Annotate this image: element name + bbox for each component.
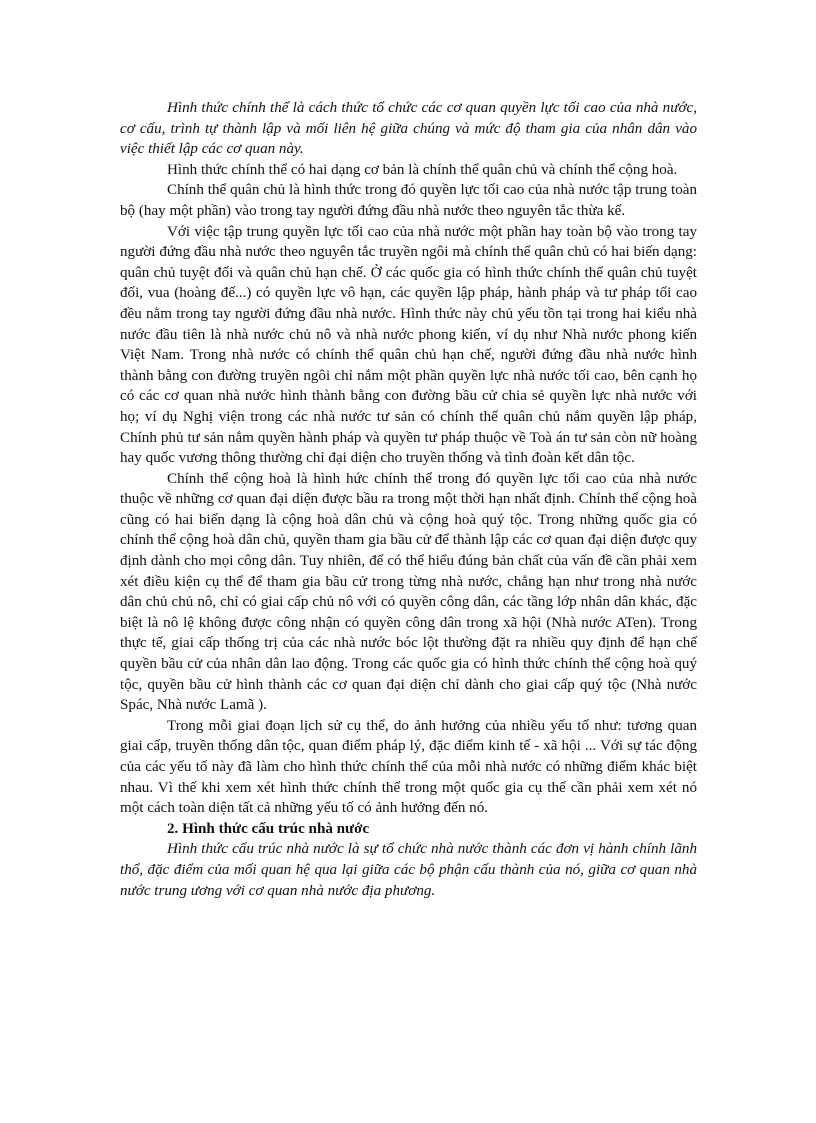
paragraph-structure-definition: Hình thức cấu trúc nhà nước là sự tổ chức nhà nước thành các đơn vị hành chính lãnh thổ, đặc điểm của mối quan hệ qua lại giữa các bộ phận cấu thành của nó, giữa cơ quan nhà nước trung ương với cơ quan nhà nước địa phương.	[120, 841, 697, 899]
paragraph-monarchy: Chính thể quân chủ là hình thức trong đó quyền lực tối cao của nhà nước tập trung toàn bộ (hay một phần) vào trong tay người đứng đầu nhà nước theo nguyên tắc thừa kế.	[120, 182, 697, 219]
paragraph-monarchy-variants: Với việc tập trung quyền lực tối cao của nhà nước một phần hay toàn bộ vào trong tay người đứng đầu nhà nước theo nguyên tắc truyền ngôi mà chính thể quân chủ có hai biến dạng: quân chủ tuyệt đối và quân chủ hạn chế. Ở các quốc gia có hình thức chính thể quân chủ tuyệt đối, vua (hoàng đế...) có quyền lực vô hạn, các quyền lập pháp, hành pháp và tư pháp tối cao đều nằm trong tay người đứng đầu nhà nước. Hình thức này chủ yếu tồn tại trong hai kiểu nhà nước đầu tiên là nhà nước chủ nô và nhà nước phong kiến, ví dụ như Nhà nước phong kiến Việt Nam. Trong nhà nước có chính thể quân chủ hạn chế, người đứng đầu nhà nước hình thành bằng con đường truyền ngôi chỉ nắm một phần quyền lực nhà nước tối cao, bên cạnh họ có các cơ quan nhà nước hình thành bằng con đường bầu cử chia sẻ quyền lực nhà nước với họ; ví dụ Nghị viện trong các nhà nước tư sản có chính thể quân chủ nắm quyền lập pháp, Chính phủ tư sản nắm quyền hành pháp và quyền tư pháp thuộc về Toà án tư sản còn nữ hoàng hay quốc vương thông thường chỉ đại diện cho truyền thống và tình đoàn kết dân tộc.	[120, 223, 697, 467]
document-page	[120, 98, 697, 901]
paragraph-definition: Hình thức chính thể là cách thức tổ chức các cơ quan quyền lực tối cao của nhà nước, cơ cấu, trình tự thành lập và mối liên hệ giữa chúng và mức độ tham gia của nhân dân vào việc thiết lập các cơ quan này.	[120, 100, 697, 158]
paragraph-two-forms: Hình thức chính thể có hai dạng cơ bản là chính thể quân chủ và chính thể cộng hoà.	[167, 161, 678, 178]
section-heading: 2. Hình thức cấu trúc nhà nước	[167, 820, 370, 837]
paragraph-republic: Chính thể cộng hoà là hình hức chính thể trong đó quyền lực tối cao của nhà nước thuộc về những cơ quan đại diện được bầu ra trong một thời hạn nhất định. Chính thể cộng hoà cũng có hai biến dạng là cộng hoà dân chủ và cộng hoà quý tộc. Trong những quốc gia có chính thể cộng hoà dân chủ, quyền tham gia bầu cử để thành lập các cơ quan đại diện được quy định dành cho mọi công dân. Tuy nhiên, để có thể hiểu đúng bản chất của vấn đề cần phải xem xét điều kiện cụ thể để tham gia bầu cử trong từng nhà nước, chẳng hạn như trong nhà nước dân chủ chủ nô, chỉ có giai cấp chủ nô với có quyền công dân, các tầng lớp nhân dân khác, đặc biệt là nô lệ không được công nhận có quyền công dân trong xã hội (Nhà nước ATen). Trong thực tế, giai cấp thống trị của các nhà nước bóc lột thường đặt ra nhiều quy định để hạn chế quyền bầu cử của nhân dân lao động. Trong các quốc gia có hình thức chính thể cộng hoà quý tộc, quyền bầu cử hình thành các cơ quan đại diện chỉ dành cho giai cấp quý tộc (Nhà nước Spác, Nhà nước Lamã ).	[120, 470, 697, 714]
paragraph-historical-factors: Trong mỗi giai đoạn lịch sử cụ thể, do ảnh hưởng của nhiều yếu tố như: tương quan giai cấp, truyền thống dân tộc, quan điểm pháp lý, đặc điểm kinh tế - xã hội ... Với sự tác động của các yếu tố này đã làm cho hình thức chính thể của mỗi nhà nước có những điểm khác biệt nhau. Vì thế khi xem xét hình thức chính thể trong một quốc gia cụ thể cần phải xem xét nó một cách toàn diện tất cả những yếu tố có ảnh hưởng đến nó.	[120, 717, 697, 817]
